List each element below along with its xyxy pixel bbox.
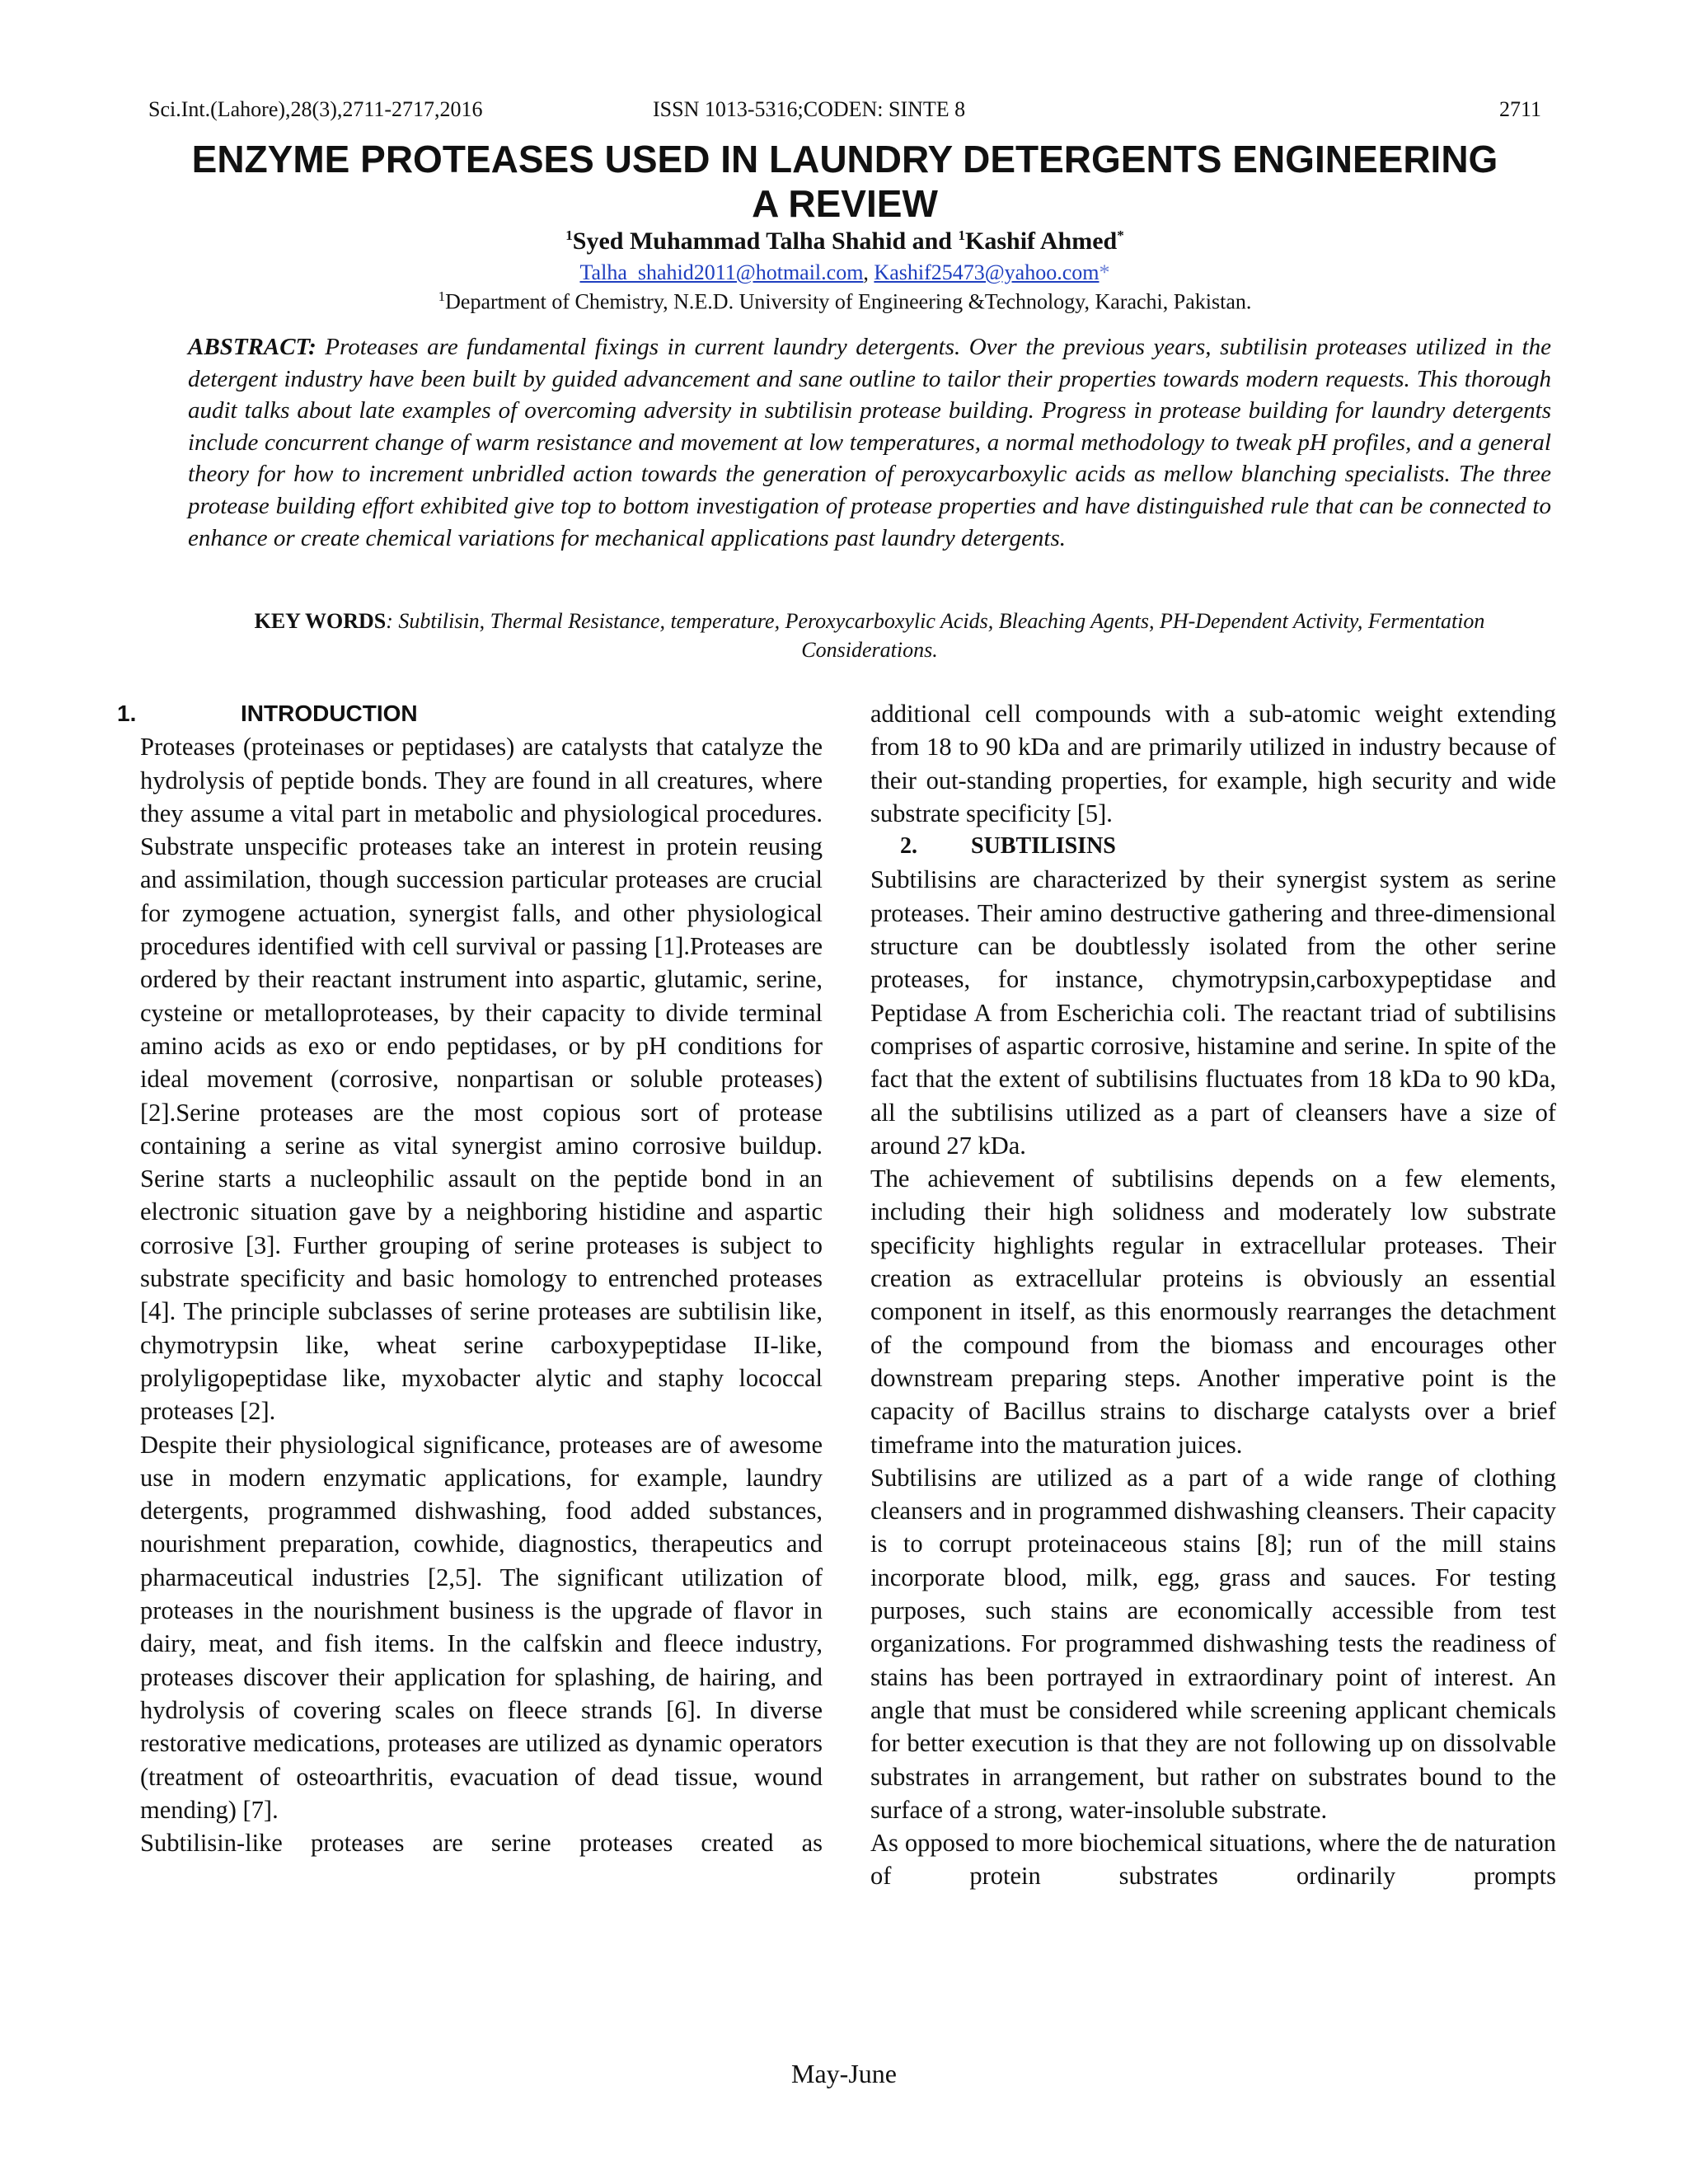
email-separator: , <box>863 260 874 284</box>
email-link[interactable]: Kashif25473@yahoo.com <box>874 260 1100 284</box>
section-title: INTRODUCTION <box>241 701 418 726</box>
paper-title <box>148 137 1541 226</box>
section-number: 1. <box>117 701 137 726</box>
author-emails <box>148 260 1541 285</box>
affiliation <box>148 288 1541 315</box>
abstract-label: ABSTRACT: <box>188 334 316 360</box>
keywords <box>188 607 1551 664</box>
section-heading-subtilisins <box>870 830 1556 863</box>
author-list <box>148 227 1541 255</box>
title-line-2: A REVIEW <box>752 182 938 225</box>
section-number: 2. <box>900 833 917 860</box>
author-name: Syed Muhammad Talha Shahid and <box>572 227 959 255</box>
paragraph: Despite their physiological significance, proteases are of awesome use in modern enzymatic applications, for example, laundry detergents, programmed dishwashing, food added substances, nourishment preparation, cowhide, diagnostics, therapeutics and pharmaceutical industries [2,5]. The significant utilization of proteases in the nourishment business is the upgrade of flavor in dairy, meat, and fish items. In the calfskin and fleece industry, proteases discover their application for splashing, de hairing, and hydrolysis of covering scales on fleece strands [6]. In diverse restorative medications, proteases are utilized as dynamic operators (treatment of osteoarthritis, evacuation of dead tissue, wound mending) [7]. <box>140 1430 823 1824</box>
email-link[interactable]: Talha_shahid2011@hotmail.com <box>579 260 864 284</box>
paragraph: Subtilisin-like proteases are serine proteases created as <box>140 1829 823 1858</box>
paragraph: As opposed to more biochemical situations, where the de naturation of protein substrates ordinarily prompts <box>870 1829 1556 1891</box>
department-text: Department of Chemistry, N.E.D. University of Engineering &Technology, Karachi, Pakistan. <box>445 289 1252 314</box>
paragraph: Proteases (proteinases or peptidases) are catalysts that catalyze the hydrolysis of peptide bonds. They are found in all creatures, where they assume a vital part in metabolic and physiological procedures. Substrate unspecific proteases take an interest in protein reusing and assimilation, though succession particular proteases are crucial for zymogene actuation, synergist falls, and other physiological procedures identified with cell survival or passing [1].Proteases are ordered by their reactant instrument into aspartic, glutamic, serine, cysteine or metalloproteases, by their capacity to divide terminal amino acids as exo or endo peptidases, or by pH conditions for ideal movement (corrosive, nonpartisan or soluble proteases) [2].Serine proteases are the most copious sort of protease containing a serine as vital synergist amino corrosive buildup. Serine starts a nucleophilic assault on the peptide bond in an electronic situation gave by a neighboring histidine and aspartic corrosive [3]. Further grouping of serine proteases is subject to substrate specificity and basic homology to entrenched proteases [4]. The principle subclasses of serine proteases are subtilisin like, chymotrypsin like, wheat serine carboxypeptidase II-like, prolyligopeptidase like, myxobacter alytic and staphy lococcal proteases [2]. <box>140 733 823 1426</box>
corresponding-mark: * <box>1099 260 1110 284</box>
page-number: 2711 <box>1498 97 1541 121</box>
issn-coden: ISSN 1013-5316;CODEN: SINTE 8 <box>653 97 966 121</box>
paragraph: additional cell compounds with a sub-atomic weight extending from 18 to 90 kDa and are primarily utilized in industry because of their out-standing properties, for example, high security and wide substrate specificity [5]. <box>870 700 1556 827</box>
right-column <box>870 697 1556 1893</box>
author-name: Kashif Ahmed <box>965 227 1118 255</box>
keywords-label: KEY WORDS <box>254 609 387 633</box>
keywords-text: : Subtilisin, Thermal Resistance, temperature, Peroxycarboxylic Acids, Bleaching Agents, PH-Dependent Activity, Fermentation Considerations. <box>386 609 1485 662</box>
paragraph: The achievement of subtilisins depends on a few elements, including their high solidness and moderately low substrate specificity highlights regular in extracellular proteases. Their creation as extracellular proteins is obviously an essential component in itself, as this enormously rearranges the detachment of the compound from the biomass and encourages other downstream preparing steps. Another imperative point is the capacity of Bacillus strains to discharge catalysts over a brief timeframe into the maturation juices. <box>870 1165 1556 1459</box>
abstract-text: Proteases are fundamental fixings in current laundry detergents. Over the previous years, subtilisin proteases utilized in the detergent industry have been built by guided advancement and sane outline to tailor their properties towards modern requests. This thorough audit talks about late examples of overcoming adversity in subtilisin protease building. Progress in protease building for laundry detergents include concurrent change of warm resistance and movement at low temperatures, a normal methodology to tweak pH profiles, and a general theory for how to increment unbridled action towards the generation of peroxycarboxylic acids as mellow blanching specialists. The three protease building effort exhibited give top to bottom investigation of protease properties and have distinguished rule that can be connected to enhance or create chemical variations for mechanical applications past laundry detergents. <box>188 334 1551 551</box>
paragraph: Subtilisins are characterized by their synergist system as serine proteases. Their amino destructive gathering and three-dimensional structure can be doubtlessly isolated from the other serine proteases, for instance, chymotrypsin,carboxypeptidase and Peptidase A from Escherichia coli. The reactant triad of subtilisins comprises of aspartic corrosive, histamine and serine. In spite of the fact that the extent of subtilisins fluctuates from 18 kDa to 90 kDa, all the subtilisins utilized as a part of cleansers have a size of around 27 kDa. <box>870 865 1556 1160</box>
affiliation-mark: 1 <box>438 288 446 304</box>
journal-citation: Sci.Int.(Lahore),28(3),2711-2717,2016 <box>148 97 483 121</box>
issue-footer: May-June <box>791 2059 897 2088</box>
section-heading-introduction <box>117 697 823 730</box>
abstract <box>188 331 1551 554</box>
affiliation-mark: 1 <box>958 227 965 243</box>
section-title: SUBTILISINS <box>971 833 1116 860</box>
title-line-1: ENZYME PROTEASES USED IN LAUNDRY DETERGENTS ENGINEERING <box>191 138 1498 180</box>
paragraph: Subtilisins are utilized as a part of a wide range of clothing cleansers and in programmed dishwashing cleansers. Their capacity is to corrupt proteinaceous stains [8]; run of the mill stains incorporate blood, milk, egg, grass and sauces. For testing purposes, such stains are economically accessible from test organizations. For programmed dishwashing tests the readiness of stains has been portrayed in extraordinary point of interest. An angle that must be considered while screening applicant chemicals for better execution is that they are not following up on dissolvable substrates in arrangement, but rather on substrates bound to the surface of a strong, water-insoluble substrate. <box>870 1463 1556 1824</box>
affiliation-mark: 1 <box>565 227 573 243</box>
left-column <box>117 697 823 1859</box>
corresponding-mark: * <box>1117 227 1124 243</box>
